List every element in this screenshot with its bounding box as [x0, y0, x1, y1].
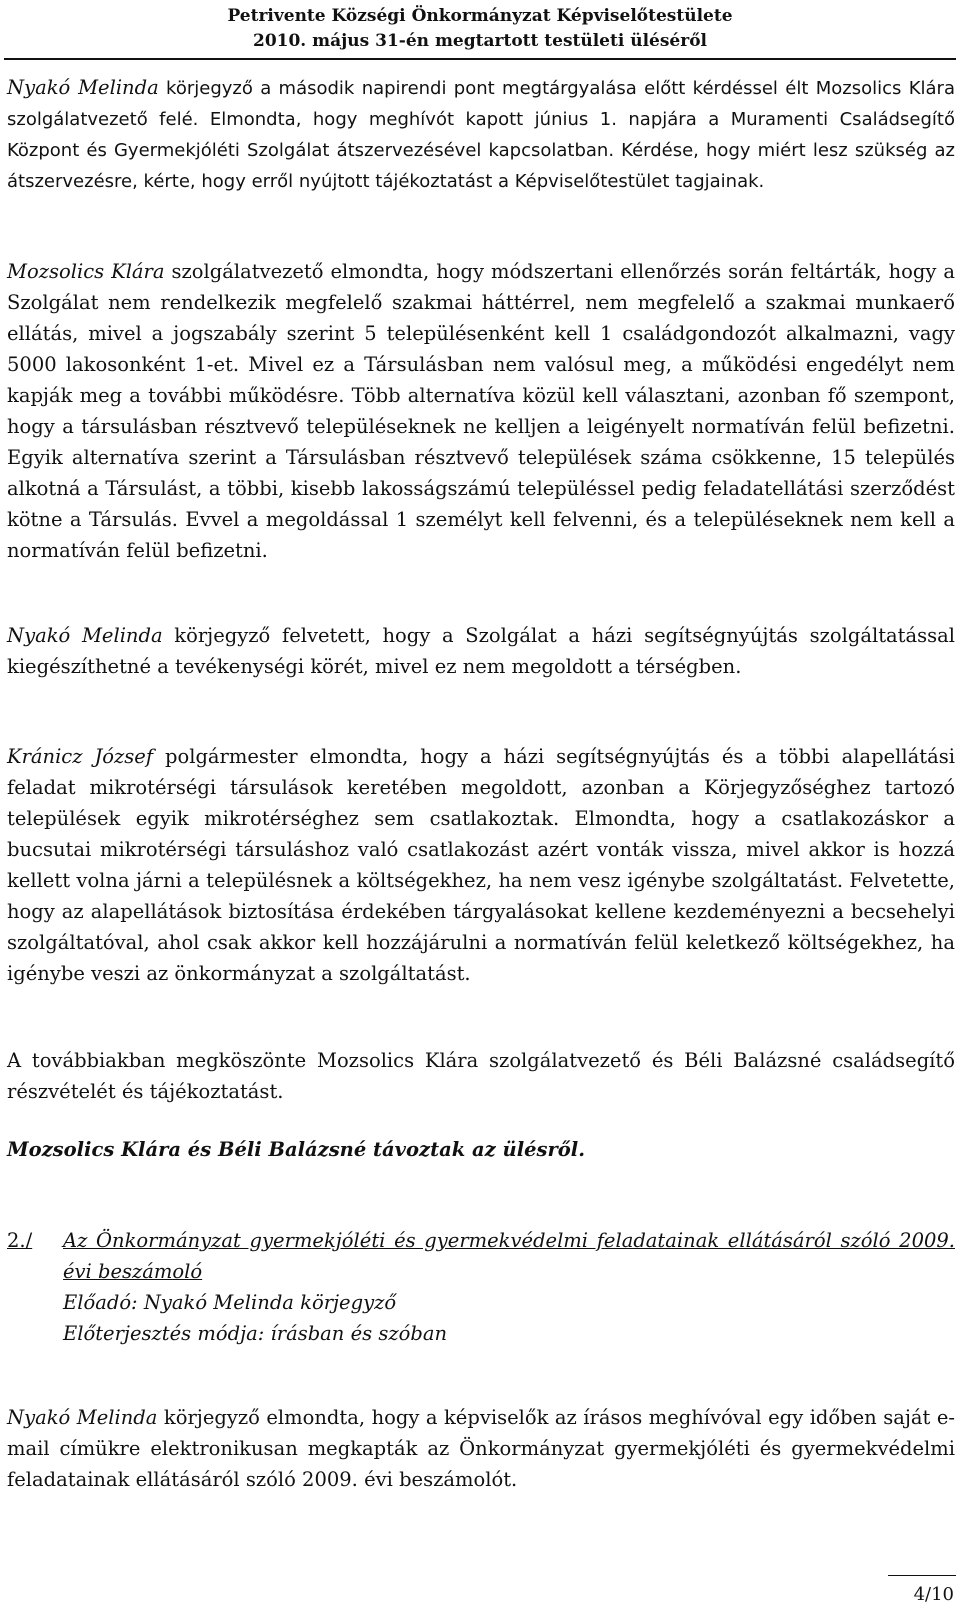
paragraph-text: szolgálatvezető elmondta, hogy módszertani ellenőrzés során feltárták, hogy a Szolgálat nem rendelkezik megfelelő szakmai háttérrel, nem megfelelő a szakmai munkaerő ellátás, mivel a jogszabály szerint 5 településenként kell 1 családgondozót alkalmazni, vagy 5000 lakosonként 1-et. Mivel ez a Társulásban nem valósul meg, a működési engedélyt nem kapják meg a további működésre. Több alternatíva közül kell választani, azonban fő szempont, hogy a társulásban résztvevő településeknek ne kelljen a leigényelt normatíván felül befizetni. Egyik alternatíva szerint a Társulásban résztvevő települések száma csökkenne, 15 település alkotná a Társulást, a többi, kisebb lakosságszámú településsel pedig feladatellátási szerződést kötne a Társulás. Evvel a megoldással 1 személyt kell felvenni, és a településeknek nem kell a normatíván felül befizetni.	[7, 260, 955, 562]
speaker-name: Nyakó Melinda	[7, 624, 163, 647]
paragraph-1	[7, 72, 955, 197]
paragraph-text: Mozsolics Klára és Béli Balázsné távoztak az ülésről.	[7, 1138, 585, 1161]
agenda-item	[7, 1225, 955, 1345]
agenda-body	[63, 1225, 955, 1349]
page-number: 4/10	[913, 1584, 954, 1605]
agenda-title: Az Önkormányzat gyermekjóléti és gyermekvédelmi feladatainak ellátásáról szóló 2009. évi beszámoló	[63, 1229, 955, 1283]
paragraph-5	[7, 1045, 955, 1107]
document-header	[0, 4, 960, 54]
paragraph-3	[7, 620, 955, 682]
header-title: Petrivente Községi Önkormányzat Képviselőtestülete	[227, 6, 733, 26]
header-subtitle: 2010. május 31-én megtartott testületi üléséről	[252, 31, 708, 51]
speaker-name: Mozsolics Klára	[7, 260, 165, 283]
speaker-name: Nyakó Melinda	[7, 1406, 158, 1429]
speaker-name: Nyakó Melinda	[7, 76, 159, 99]
agenda-presenter: Előadó: Nyakó Melinda körjegyző	[63, 1291, 397, 1314]
paragraph-text: A továbbiakban megköszönte Mozsolics Klára szolgálatvezető és Béli Balázsné családsegítő részvételét és tájékoztatást.	[7, 1049, 955, 1103]
paragraph-2	[7, 256, 955, 566]
speaker-name: Kránicz József	[7, 745, 154, 768]
footer-divider	[888, 1575, 956, 1576]
paragraph-text: körjegyző felvetett, hogy a Szolgálat a házi segítségnyújtás szolgáltatással kiegészíthetné a tevékenységi körét, mivel ez nem megoldott a térségben.	[7, 624, 955, 678]
agenda-mode: Előterjesztés módja: írásban és szóban	[63, 1322, 448, 1345]
paragraph-text: polgármester elmondta, hogy a házi segítségnyújtás és a többi alapellátási feladat mikrotérségi társulások keretében megoldott, azonban a Körjegyzőséghez tartozó települések egyik mikrotérséghez sem csatlakoztak. Elmondta, hogy a csatlakozáskor a bucsutai mikrotérségi társuláshoz való csatlakozást azért vonták vissza, mivel akkor is hozzá kellett volna járni a településnek a költségekhez, ha nem vesz igénybe szolgáltatást. Felvetette, hogy az alapellátások biztosítása érdekében tárgyalásokat kellene kezdeményezni a becsehelyi szolgáltatóval, ahol csak akkor kell hozzájárulni a normatíván felül keletkező költségekhez, ha igénybe veszi az önkormányzat a szolgáltatást.	[7, 745, 955, 985]
paragraph-text: körjegyző a második napirendi pont megtárgyalása előtt kérdéssel élt Mozsolics Klára szolgálatvezető felé. Elmondta, hogy meghívót kapott június 1. napjára a Muramenti Családsegítő Központ és Gyermekjóléti Szolgálat átszervezésével kapcsolatban. Kérdése, hogy miért lesz szükség az átszervezésre, kérte, hogy erről nyújtott tájékoztatást a Képviselőtestület tagjainak.	[7, 78, 955, 192]
paragraph-7	[7, 1402, 955, 1495]
paragraph-4	[7, 741, 955, 989]
header-divider	[4, 58, 956, 60]
paragraph-text: körjegyző elmondta, hogy a képviselők az írásos meghívóval egy időben saját e-mail címükre elektronikusan megkapták az Önkormányzat gyermekjóléti és gyermekvédelmi feladatainak ellátásáról szóló 2009. évi beszámolót.	[7, 1406, 955, 1491]
agenda-number: 2./	[7, 1229, 33, 1252]
paragraph-6	[7, 1134, 955, 1165]
